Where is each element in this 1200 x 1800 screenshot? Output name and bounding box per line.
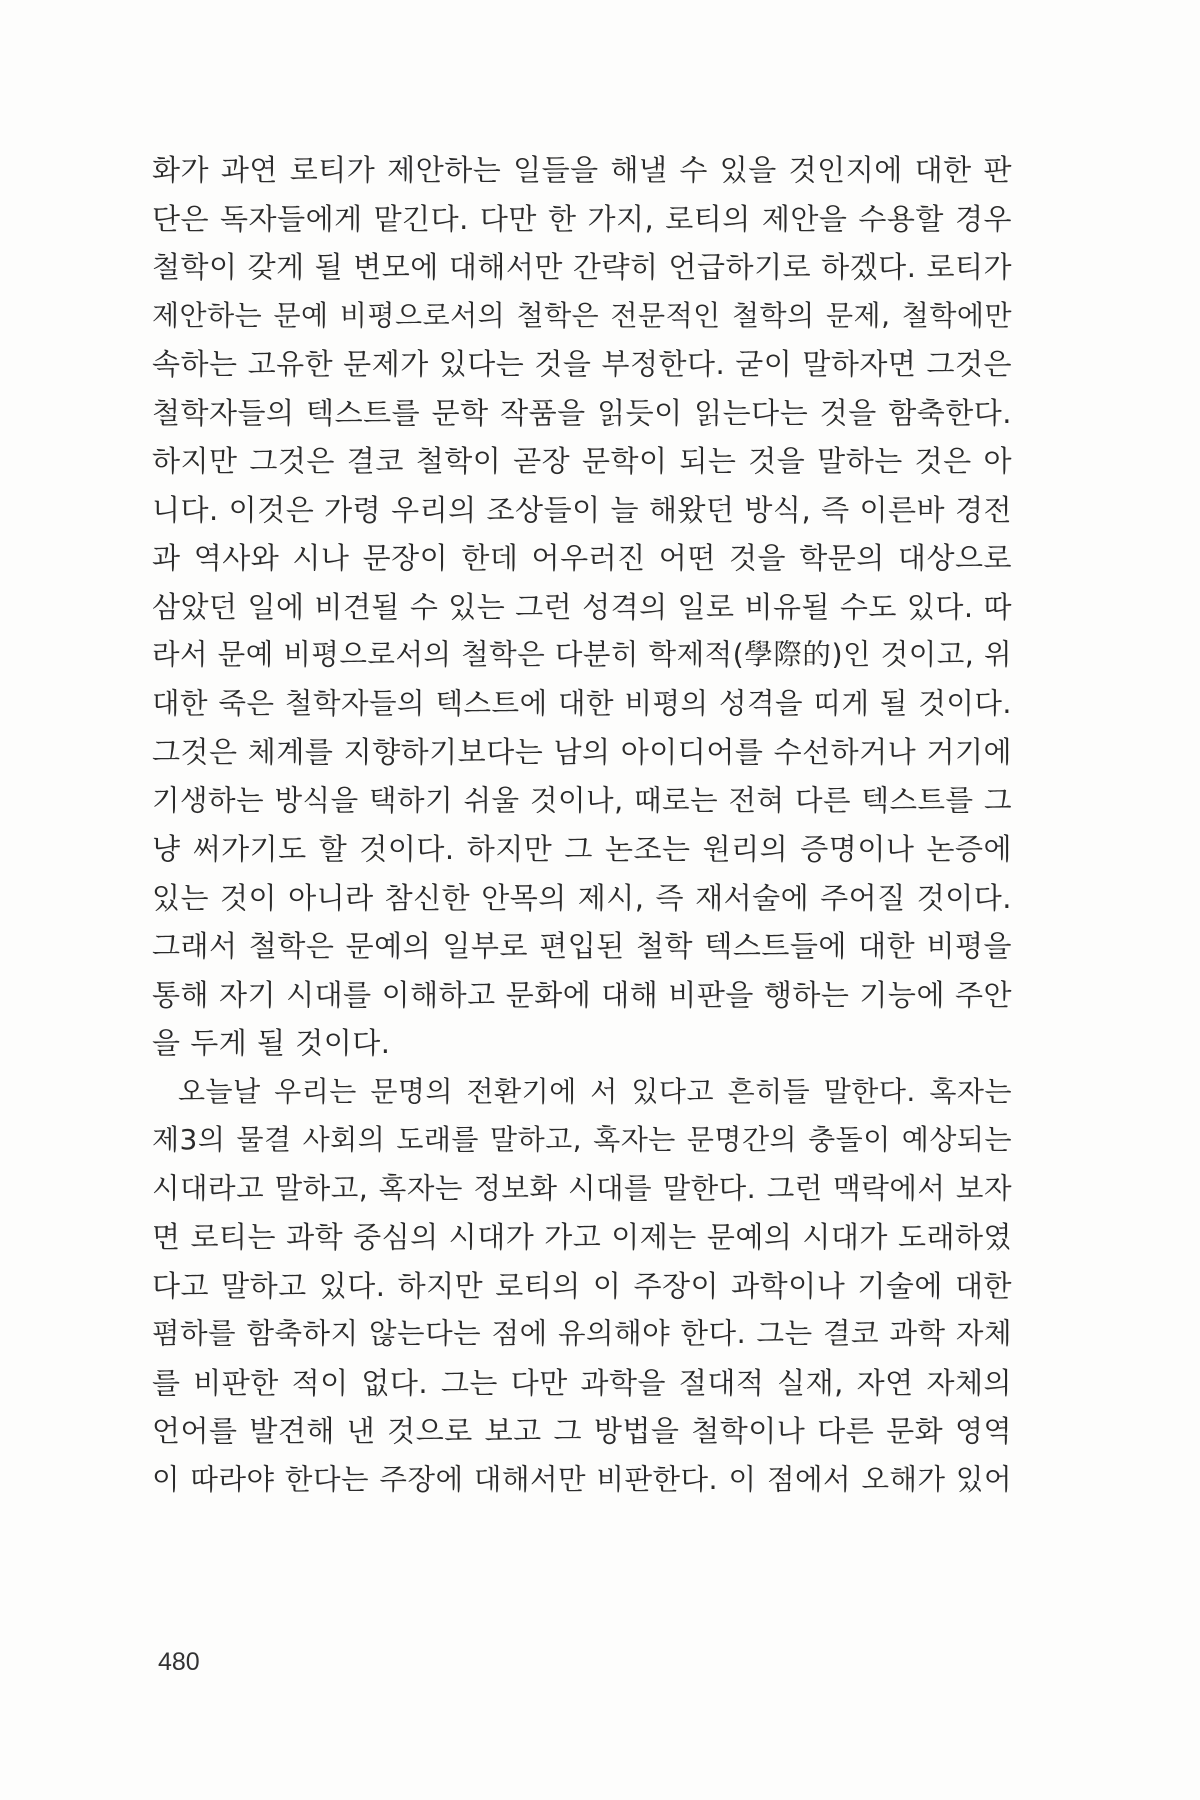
text-line: 니다. 이것은 가령 우리의 조상들이 늘 해왔던 방식, 즉 이른바 경전	[152, 492, 1012, 527]
text-line: 기생하는 방식을 택하기 쉬울 것이나, 때로는 전혀 다른 텍스트를 그	[152, 783, 1012, 817]
text-line: 과 역사와 시나 문장이 한데 어우러진 어떤 것을 학문의 대상으로	[152, 541, 1012, 575]
text-line: 폄하를 함축하지 않는다는 점에 유의해야 한다. 그는 결코 과학 자체	[152, 1317, 1012, 1350]
text-line: 철학이 갖게 될 변모에 대해서만 간략히 언급하기로 하겠다. 로티가	[152, 250, 1012, 284]
text-line: 이 따라야 한다는 주장에 대해서만 비판한다. 이 점에서 오해가 있어	[152, 1462, 1012, 1496]
text-line: 삼았던 일에 비견될 수 있는 그런 성격의 일로 비유될 수도 있다. 따	[152, 589, 1012, 624]
text-line: 하지만 그것은 결코 철학이 곧장 문학이 되는 것을 말하는 것은 아	[152, 444, 1012, 478]
paragraph-2	[152, 1068, 1012, 1505]
text-line: 제안하는 문예 비평으로서의 철학은 전문적인 철학의 문제, 철학에만	[152, 298, 1012, 332]
text-line: 다고 말하고 있다. 하지만 로티의 이 주장이 과학이나 기술에 대한	[152, 1268, 1012, 1303]
text-line: 그것은 체계를 지향하기보다는 남의 아이디어를 수선하거나 거기에	[152, 735, 1012, 769]
text-line: 그래서 철학은 문예의 일부로 편입된 철학 텍스트들에 대한 비평을	[152, 929, 1012, 963]
text-line: 통해 자기 시대를 이해하고 문화에 대해 비판을 행하는 기능에 주안	[152, 977, 1012, 1012]
body-text	[152, 146, 1012, 1504]
text-line: 언어를 발견해 낸 것으로 보고 그 방법을 철학이나 다른 문화 영역	[152, 1414, 1012, 1448]
text-line: 철학자들의 텍스트를 문학 작품을 읽듯이 읽는다는 것을 함축한다.	[152, 395, 1012, 430]
text-line: 대한 죽은 철학자들의 텍스트에 대한 비평의 성격을 띠게 될 것이다.	[152, 686, 1012, 720]
paragraph-1	[152, 146, 1012, 1068]
text-line: 을 두게 될 것이다.	[152, 1026, 391, 1060]
text-line: 화가 과연 로티가 제안하는 일들을 해낼 수 있을 것인지에 대한 판	[152, 153, 1012, 187]
text-line: 를 비판한 적이 없다. 그는 다만 과학을 절대적 실재, 자연 자체의	[152, 1365, 1012, 1400]
text-line: 있는 것이 아니라 참신한 안목의 제시, 즉 재서술에 주어질 것이다.	[152, 880, 1012, 915]
text-line: 제3의 물결 사회의 도래를 말하고, 혹자는 문명간의 충돌이 예상되는	[152, 1123, 1012, 1156]
text-line: 면 로티는 과학 중심의 시대가 가고 이제는 문예의 시대가 도래하였	[152, 1220, 1012, 1254]
text-line: 냥 써가기도 할 것이다. 하지만 그 논조는 원리의 증명이나 논증에	[152, 832, 1012, 866]
text-line: 시대라고 말하고, 혹자는 정보화 시대를 말한다. 그런 맥락에서 보자	[152, 1171, 1012, 1205]
text-line: 라서 문예 비평으로서의 철학은 다분히 학제적(學際的)인 것이고, 위	[152, 638, 1012, 671]
text-line: 단은 독자들에게 맡긴다. 다만 한 가지, 로티의 제안을 수용할 경우	[152, 201, 1012, 236]
text-line: 속하는 고유한 문제가 있다는 것을 부정한다. 굳이 말하자면 그것은	[152, 347, 1012, 381]
text-line: 오늘날 우리는 문명의 전환기에 서 있다고 흔히들 말한다. 혹자는	[178, 1074, 1012, 1108]
page-number: 480	[158, 1648, 200, 1676]
